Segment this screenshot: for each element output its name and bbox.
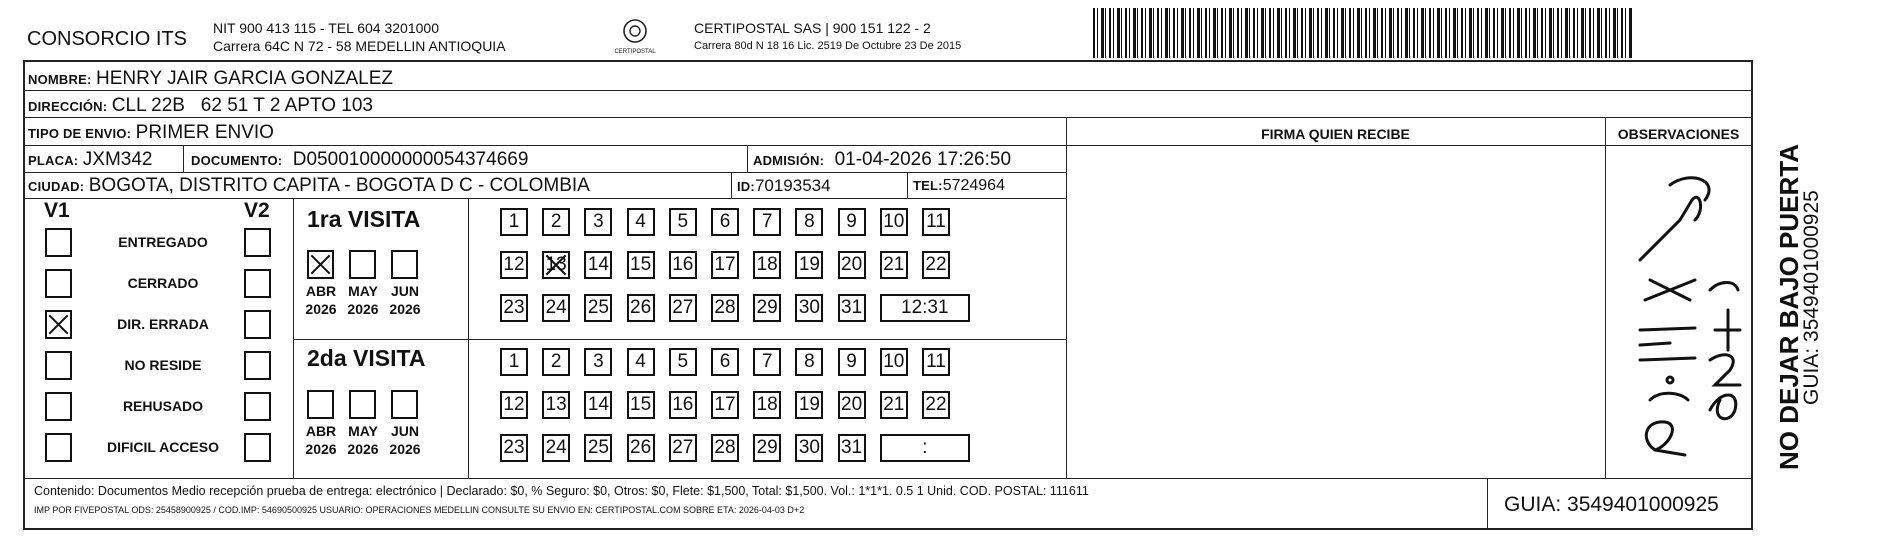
day-box[interactable]: 11 — [922, 348, 950, 376]
x-mark-icon — [309, 252, 332, 277]
city-label: CIUDAD: — [28, 179, 85, 194]
day-box[interactable]: 18 — [753, 391, 781, 419]
month-label — [299, 282, 343, 318]
v1-checkbox[interactable] — [45, 269, 72, 298]
day-box[interactable]: 29 — [753, 434, 781, 462]
month-name: ABR — [305, 283, 337, 299]
status-label: DIFICIL ACCESO — [106, 439, 219, 455]
month-label — [341, 282, 385, 318]
day-box[interactable]: 15 — [627, 251, 655, 279]
v1-header: V1 — [44, 199, 70, 222]
day-box[interactable]: 28 — [711, 294, 739, 322]
visit1-title: 1ra VISITA — [307, 206, 421, 232]
day-box[interactable]: 21 — [880, 251, 908, 279]
recipient-address: CLL 22B 62 51 T 2 APTO 103 — [111, 95, 373, 116]
month-name: MAY — [348, 423, 378, 439]
address-row — [28, 95, 373, 117]
day-box[interactable]: 25 — [584, 294, 612, 322]
day-box[interactable]: 7 — [753, 348, 781, 376]
logo-icon — [622, 18, 648, 44]
month-checkbox[interactable] — [349, 250, 376, 279]
day-box[interactable]: 11 — [922, 208, 950, 236]
signature-header: FIRMA QUIEN RECIBE — [1261, 126, 1410, 142]
day-box[interactable]: 1 — [500, 348, 528, 376]
month-checkbox[interactable] — [391, 390, 418, 419]
barcode — [1093, 8, 1633, 58]
company-address: Carrera 64C N 72 - 58 MEDELLIN ANTIOQUIA — [213, 38, 506, 54]
day-box[interactable]: 15 — [627, 391, 655, 419]
day-box[interactable]: 20 — [838, 391, 866, 419]
city-value: BOGOTA, DISTRITO CAPITA - BOGOTA D C - COLOMBIA — [88, 175, 590, 196]
company-name: CONSORCIO ITS — [27, 28, 188, 50]
month-name: MAY — [348, 283, 378, 299]
day-box[interactable]: 12 — [500, 251, 528, 279]
document-value: D050010000000054374669 — [292, 149, 529, 170]
month-year: 2026 — [389, 301, 421, 317]
month-year: 2026 — [305, 301, 337, 317]
day-box[interactable]: 17 — [711, 391, 739, 419]
month-year: 2026 — [347, 441, 379, 457]
day-box[interactable]: 8 — [795, 208, 823, 236]
day-box[interactable]: 26 — [627, 434, 655, 462]
month-label — [341, 422, 385, 458]
plate-field — [28, 149, 152, 171]
status-label: CERRADO — [127, 275, 199, 291]
document-field — [191, 149, 528, 171]
day-box[interactable]: 20 — [838, 251, 866, 279]
month-checkbox[interactable] — [391, 250, 418, 279]
name-label: NOMBRE: — [28, 72, 92, 87]
logo-text: CERTIPOSTAL — [614, 49, 656, 55]
v2-header: V2 — [244, 199, 270, 222]
time-box[interactable]: 12:31 — [880, 294, 970, 322]
day-box[interactable]: 9 — [838, 348, 866, 376]
day-box[interactable]: 12 — [500, 391, 528, 419]
v2-checkbox[interactable] — [244, 310, 271, 339]
type-row — [28, 122, 274, 144]
day-box[interactable]: 23 — [500, 294, 528, 322]
v2-checkbox[interactable] — [244, 392, 271, 421]
day-box[interactable]: 3 — [584, 208, 612, 236]
tel-value: 5724964 — [942, 177, 1005, 194]
day-box[interactable]: 23 — [500, 434, 528, 462]
day-box[interactable]: 28 — [711, 434, 739, 462]
day-box[interactable]: 25 — [584, 434, 612, 462]
v1-checkbox[interactable] — [45, 351, 72, 380]
document-label: DOCUMENTO: — [191, 153, 283, 168]
v1-checkbox[interactable] — [45, 433, 72, 462]
day-box[interactable]: 31 — [838, 434, 866, 462]
id-value: 70193534 — [754, 176, 831, 195]
month-label — [383, 282, 427, 318]
day-box[interactable]: 30 — [795, 294, 823, 322]
month-name: ABR — [305, 423, 337, 439]
v2-checkbox[interactable] — [244, 433, 271, 462]
admission-field — [753, 149, 1011, 171]
day-box[interactable]: 14 — [584, 391, 612, 419]
admission-value: 01-04-2026 17:26:50 — [834, 149, 1012, 170]
plate-value: JXM342 — [82, 149, 153, 170]
carrier-address: Carrera 80d N 18 16 Lic. 2519 De Octubre 23 De 2015 — [694, 40, 962, 52]
day-box[interactable]: 10 — [880, 348, 908, 376]
day-box[interactable]: 19 — [795, 391, 823, 419]
day-box[interactable]: 16 — [669, 251, 697, 279]
day-box[interactable]: 22 — [922, 391, 950, 419]
day-box[interactable]: 9 — [838, 208, 866, 236]
day-box[interactable]: 19 — [795, 251, 823, 279]
month-checkbox[interactable] — [349, 390, 376, 419]
address-label: DIRECCIÓN: — [28, 99, 108, 114]
month-label — [299, 422, 343, 458]
status-label: DIR. ERRADA — [117, 316, 209, 332]
day-box[interactable]: 10 — [880, 208, 908, 236]
side-guide-number: GUIA: 3549401000925 — [1800, 190, 1823, 405]
day-box[interactable]: 2 — [542, 208, 570, 236]
day-box[interactable]: 16 — [669, 391, 697, 419]
day-box[interactable]: 24 — [542, 294, 570, 322]
day-box[interactable]: 7 — [753, 208, 781, 236]
v2-checkbox[interactable] — [244, 269, 271, 298]
day-box[interactable]: 13 — [542, 251, 570, 279]
day-box[interactable]: 29 — [753, 294, 781, 322]
v1-checkbox[interactable] — [45, 228, 72, 257]
tel-label: TEL: — [913, 178, 943, 193]
v1-checkbox[interactable] — [45, 392, 72, 421]
day-box[interactable]: 1 — [500, 208, 528, 236]
time-box[interactable]: : — [880, 434, 970, 462]
content-line: Contenido: Documentos Medio recepción prueba de entrega: electrónico | Declarado: $0, % Seguro: $0, Otros: $0, Flete: $1,500, Total: $1,500. Vol.: 1*1*1. 0.5 1 Unid. COD. POSTAL: 111611 — [34, 484, 1089, 498]
day-box[interactable]: 5 — [669, 208, 697, 236]
handwritten-observation — [1610, 160, 1750, 470]
day-box[interactable]: 2 — [542, 348, 570, 376]
id-label: ID: — [737, 179, 755, 194]
shipment-type: PRIMER ENVIO — [135, 122, 274, 143]
plate-label: PLACA: — [28, 153, 79, 168]
carrier-name: CERTIPOSTAL SAS | 900 151 122 - 2 — [694, 20, 931, 36]
name-row — [28, 68, 393, 90]
footer-guide: GUIA: 3549401000925 — [1504, 493, 1719, 516]
day-box[interactable]: 31 — [838, 294, 866, 322]
x-mark-icon — [544, 253, 568, 277]
day-box[interactable]: 24 — [542, 434, 570, 462]
type-label: TIPO DE ENVIO: — [28, 126, 132, 141]
day-box[interactable]: 27 — [669, 434, 697, 462]
certipostal-logo — [610, 18, 660, 54]
day-box[interactable]: 30 — [795, 434, 823, 462]
day-box[interactable]: 14 — [584, 251, 612, 279]
day-box[interactable]: 18 — [753, 251, 781, 279]
month-year: 2026 — [305, 441, 337, 457]
status-label: REHUSADO — [122, 398, 204, 414]
day-box[interactable]: 13 — [542, 391, 570, 419]
v2-checkbox[interactable] — [244, 228, 271, 257]
tel-field — [913, 177, 1005, 195]
company-nit: NIT 900 413 115 - TEL 604 3201000 — [213, 20, 439, 36]
month-label — [383, 422, 427, 458]
observations-header: OBSERVACIONES — [1617, 126, 1740, 142]
month-year: 2026 — [347, 301, 379, 317]
day-box[interactable]: 6 — [711, 208, 739, 236]
day-box[interactable]: 6 — [711, 348, 739, 376]
day-box[interactable]: 8 — [795, 348, 823, 376]
status-label: ENTREGADO — [118, 234, 208, 250]
day-box[interactable]: 26 — [627, 294, 655, 322]
day-box[interactable]: 17 — [711, 251, 739, 279]
month-year: 2026 — [389, 441, 421, 457]
month-name: JUN — [390, 423, 419, 439]
day-box[interactable]: 3 — [584, 348, 612, 376]
admission-label: ADMISIÓN: — [753, 153, 825, 168]
x-mark-icon — [47, 312, 70, 337]
v2-checkbox[interactable] — [244, 351, 271, 380]
print-line: IMP POR FIVEPOSTAL ODS: 25458900925 / COD.IMP: 54690500925 USUARIO: OPERACIONES MEDELLIN CONSULTE SU ENVIO EN: CERTIPOSTAL.COM SOBRE ETA: 2026-04-03 D+2 — [34, 505, 805, 515]
month-checkbox[interactable] — [307, 390, 334, 419]
v1-checkbox[interactable] — [45, 310, 72, 339]
day-box[interactable]: 4 — [627, 208, 655, 236]
day-box[interactable]: 21 — [880, 391, 908, 419]
no-dejar-warning: NO DEJAR BAJO PUERTA — [1774, 143, 1804, 470]
status-label: NO RESIDE — [124, 357, 202, 373]
day-box[interactable]: 27 — [669, 294, 697, 322]
day-box[interactable]: 22 — [922, 251, 950, 279]
month-checkbox[interactable] — [307, 250, 334, 279]
visit2-title: 2da VISITA — [307, 345, 426, 371]
city-field — [28, 175, 590, 197]
month-name: JUN — [390, 283, 419, 299]
day-box[interactable]: 5 — [669, 348, 697, 376]
recipient-name: HENRY JAIR GARCIA GONZALEZ — [95, 68, 394, 89]
id-field — [737, 176, 831, 196]
day-box[interactable]: 4 — [627, 348, 655, 376]
